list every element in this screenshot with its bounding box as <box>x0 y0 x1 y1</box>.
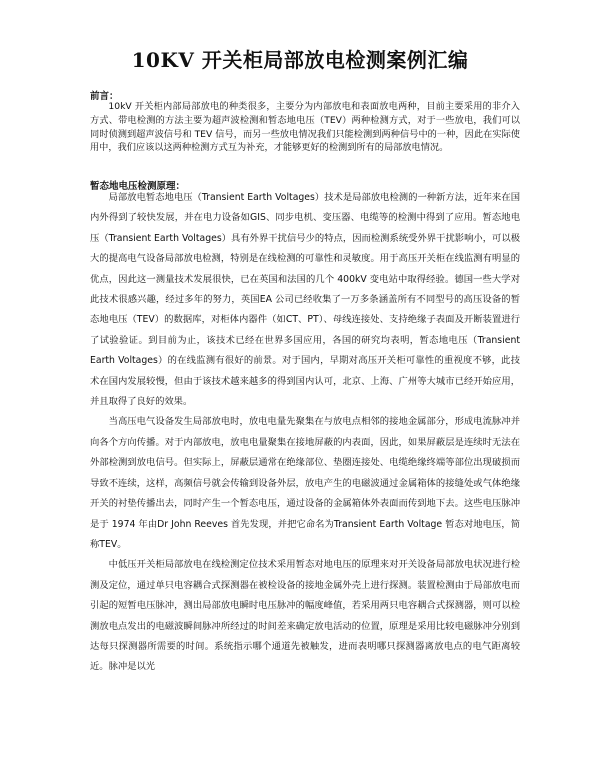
section-body-preface <box>90 100 520 155</box>
paragraph: 中低压开关柜局部放电在线检测定位技术采用暂态对地电压的原理来对开关设备局部放电状况进行检测及定位，通过单只电容耦合式探测器在被检设备的接地金属外壳上进行探测。装置检测由于局部放电而引起的短暂电压脉冲，测出局部放电瞬时电压脉冲的幅度峰值，若采用两只电容耦合式探测器，则可以检测放电点发出的电磁波瞬间脉冲所经过的时间差来确定放电活动的位置，原理是采用比较电磁脉冲分别到达每只探测器所需要的时间。系统指示哪个通道先被触发，进而表明哪只探测器离放电点的电气距离较近。脉冲是以光 <box>90 559 520 673</box>
paragraph: 10kV 开关柜内部局部放电的种类很多，主要分为内部放电和表面放电两种，目前主要采用的非介入方式、带电检测的方法主要为超声波检测和暂态地电压（TEV）两种检测方式，对于一些放电，我们可以同时侦测到超声波信号和 TEV 信号，而另一些放电情况我们只能检测到两种信号中的一种，因此在实际使用中，我们应该以这两种检测方式互为补充，才能够更好的检测到所有的局部放电情况。 <box>90 101 520 154</box>
section-heading-preface: 前言： <box>90 91 119 102</box>
section-heading-tev-principle: 暂态地电压检测原理： <box>90 181 186 192</box>
paragraph: 当高压电气设备发生局部放电时，放电电量先聚集在与放电点相邻的接地金属部分，形成电流脉冲并向各个方向传播。对于内部放电，放电电量聚集在接地屏蔽的内表面，因此，如果屏蔽层是连续时无法在外部检测到放电信号。但实际上，屏蔽层通常在绝缘部位、垫圈连接处、电缆绝缘终端等部位出现破损而导致不连续，这样，高频信号就会传输到设备外层，放电产生的电磁波通过金属箱体的接缝处或气体绝缘开关的衬垫传播出去，同时产生一个暂态电压，通过设备的金属箱体外表面而传到地下去。这些电压脉冲是于 1974 年由Dr John Reeves 首先发现，并把它命名为Transient Earth Voltage 暂态对地电压，简称TEV。 <box>90 416 520 550</box>
document-title: 10KV 开关柜局部放电检测案例汇编 <box>131 48 469 72</box>
paragraph: 局部放电暂态地电压（Transient Earth Voltages）技术是局部放电检测的一种新方法，近年来在国内外得到了较快发展，并在电力设备如GIS、同步电机、变压器、电缆等的检测中得到了应用。暂态地电压（Transient Earth Voltages）具有外界干扰信号少的特点，因而检测系统受外界干扰影响小，可以极大的提高电气设备局部放电检测，特别是在线检测的可靠性和灵敏度。用于高压开关柜在线监测有明显的优点，因此这一测量技术发展很快，已在英国和法国的几个 400kV 变电站中取得经验。德国一些大学对此技术很感兴趣，经过多年的努力，英国EA 公司已经收集了一万多条涵盖所有不同型号的高压设备的暂态地电压（TEV）的数据库，对柜体内器件（如CT、PT）、母线连接处、支持绝缘子表面及开断装置进行了试验验证。到目前为止，该技术已经在世界多国应用，各国的研究均表明，暂态地电压（Transient Earth Voltages）的在线监测有很好的前景。对于国内，早期对高压开关柜可靠性的重视度不够，此技术在国内发展较慢，但由于该技术越来越多的得到国内认可，北京、上海、广州等大城市已经开始应用，并且取得了良好的效果。 <box>90 192 520 408</box>
section-body-tev-principle <box>90 188 520 678</box>
